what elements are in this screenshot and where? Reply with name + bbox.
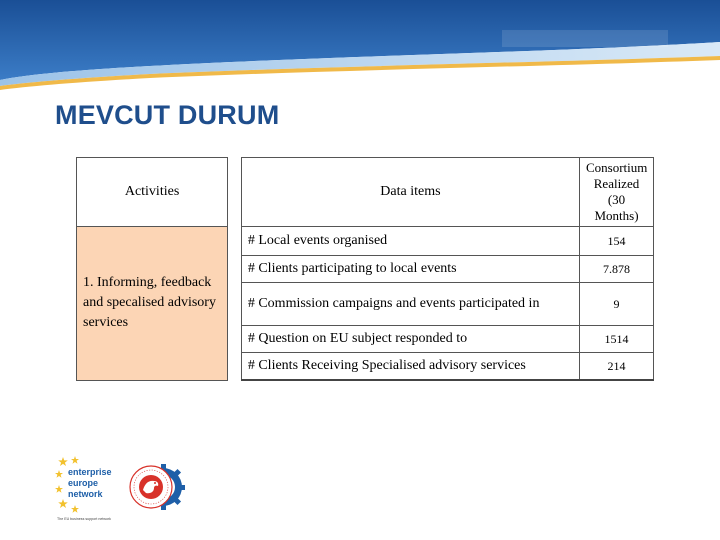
data-item-cell: # Question on EU subject responded to bbox=[241, 326, 579, 353]
value-cell: 9 bbox=[580, 283, 654, 326]
chamber-seal-logo bbox=[127, 459, 185, 515]
header-consortium: Consortium Realized (30 Months) bbox=[580, 158, 654, 227]
table-row bbox=[77, 227, 654, 256]
logo-text-line: enterprise bbox=[68, 467, 112, 477]
header-decoration bbox=[0, 0, 720, 95]
activity-label: 1. Informing, feedback and specalised advisory services bbox=[83, 275, 216, 331]
enterprise-europe-network-logo bbox=[55, 455, 117, 523]
slide-title: MEVCUT DURUM bbox=[55, 100, 280, 130]
column-gap bbox=[228, 158, 242, 227]
data-item-cell: # Local events organised bbox=[241, 227, 579, 256]
value-cell: 7.878 bbox=[580, 256, 654, 283]
column-gap bbox=[228, 227, 242, 381]
logo-caption: The EU business support network bbox=[57, 517, 111, 521]
value-cell: 214 bbox=[580, 353, 654, 381]
header-activities: Activities bbox=[77, 158, 228, 227]
logo-text-line: network bbox=[68, 489, 103, 499]
data-table bbox=[76, 157, 654, 381]
value-cell: 1514 bbox=[580, 326, 654, 353]
activity-cell bbox=[77, 227, 228, 381]
logo-text-line: europe bbox=[68, 478, 99, 488]
value-cell: 154 bbox=[580, 227, 654, 256]
data-item-cell: # Commission campaigns and events participated in bbox=[241, 283, 579, 326]
data-item-cell: # Clients Receiving Specialised advisory services bbox=[241, 353, 579, 381]
table-header-row bbox=[77, 158, 654, 227]
data-item-cell: # Clients participating to local events bbox=[241, 256, 579, 283]
header-data-items: Data items bbox=[241, 158, 579, 227]
